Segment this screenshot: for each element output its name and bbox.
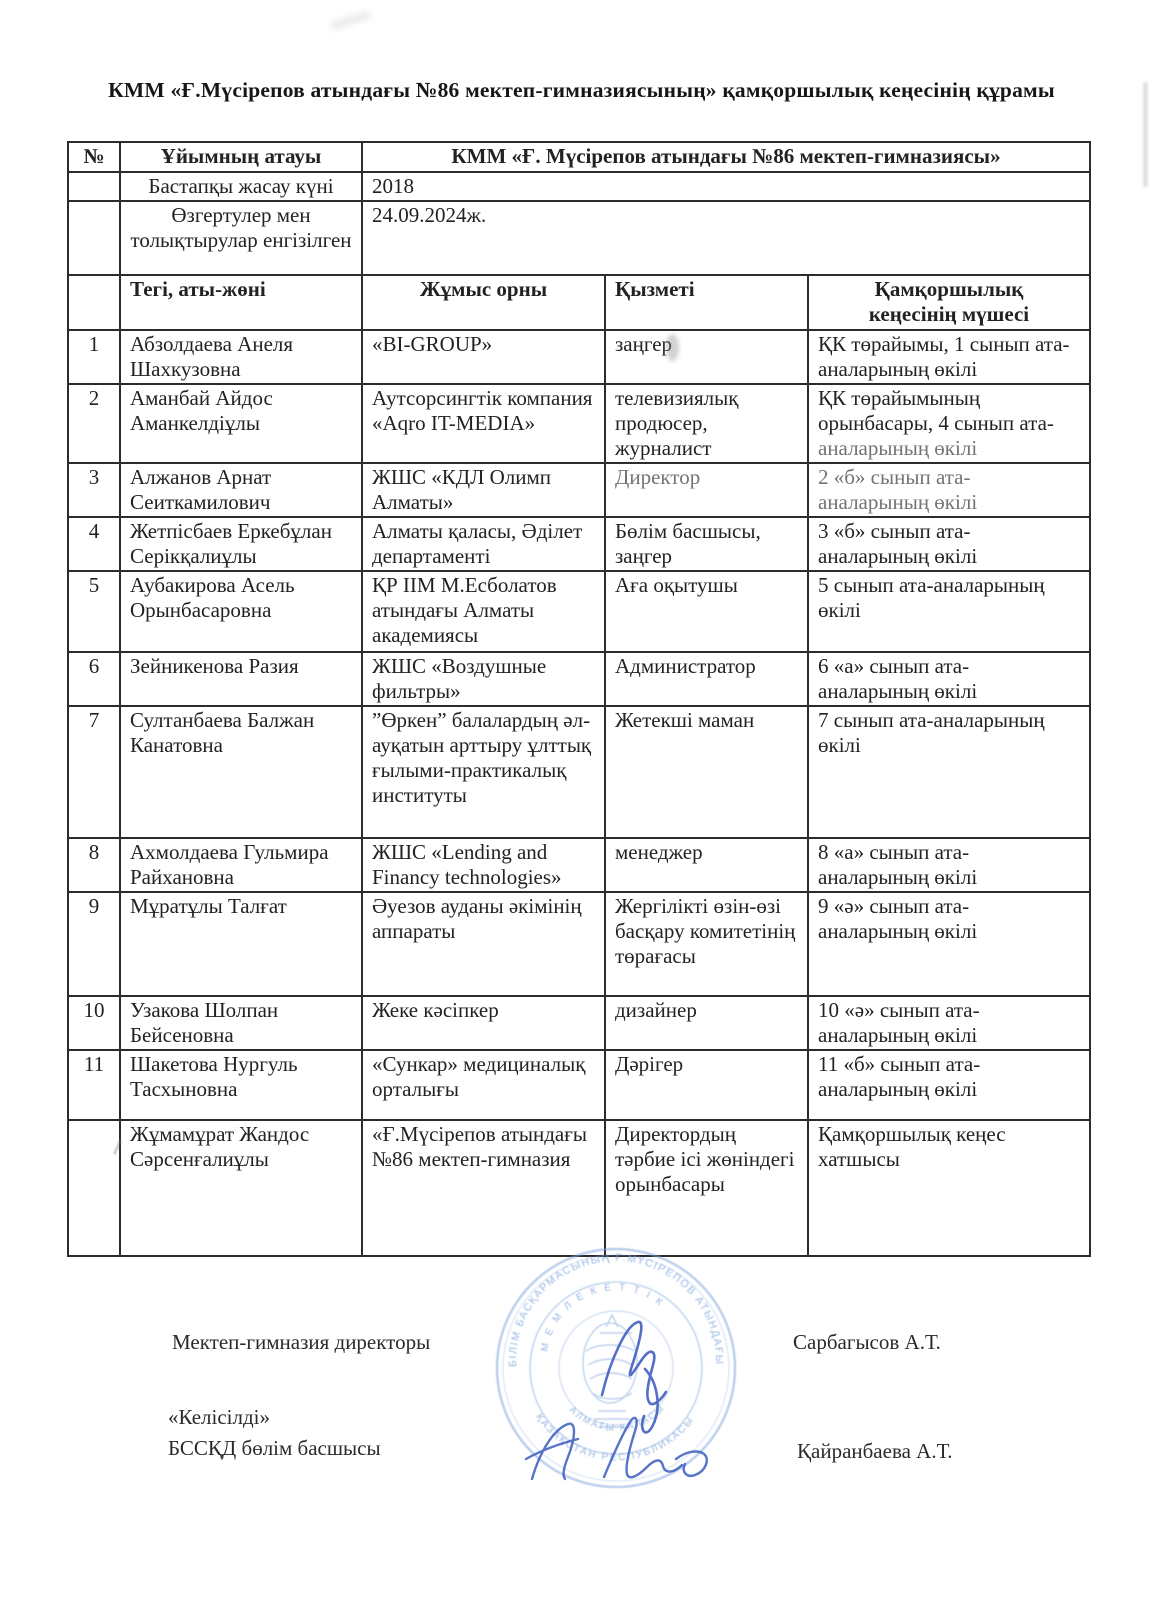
table-row: 6 Зейникенова Разия ЖШС «Воздушные фильтры» Администратор 6 «а» сынып ата-аналарының өкілі [68,652,1090,706]
member-role: 9 «ә» сынып ата-аналарының өкілі [808,892,1090,996]
org-name-label: Ұйымның атауы [120,142,362,172]
table-row-created [68,172,1090,201]
table-row: 9 Мұратұлы Талғат Әуезов ауданы әкімінің аппараты Жергілікті өзін-өзі басқару комитетінің төрағасы 9 «ә» сынып ата-аналарының өкілі [68,892,1090,996]
member-workplace: ЖШС «Воздушные фильтры» [362,652,605,706]
col-header-member: Қамқоршылық кеңесінің мүшесі [808,275,1090,330]
member-name: Жұмамұрат Жандос Сәрсенғалиұлы [120,1120,362,1256]
stamp-inner-text: М Е М Л Е К Е Т Т І К [539,1282,667,1353]
member-position: Директордың тәрбие ісі жөніндегі орынбасары [605,1120,808,1256]
table-row: 3 Алжанов Арнат Сеиткамилович ЖШС «КДЛ Олимп Алматы» Директор 2 «б» сынып ата-аналарының өкілі [68,463,1090,517]
member-position: заңгер [605,330,808,384]
member-position: менеджер [605,838,808,892]
member-name: Султанбаева Балжан Канатовна [120,706,362,838]
member-name: Зейникенова Разия [120,652,362,706]
stamp-inner-bottom-text: АЛМАТЫ ҚАЛАСЫ [566,1402,668,1434]
member-workplace: Аутсорсингтік компания «Aqro IT-MEDIA» [362,384,605,463]
col-header-num: № [68,142,120,172]
member-workplace: ЖШС «Lending and Financy technologies» [362,838,605,892]
member-workplace: «Ғ.Мүсірепов атындағы №86 мектеп-гимназия [362,1120,605,1256]
member-role: ҚК төрайымының орынбасары, 4 сынып ата-аналарының өкілі [808,384,1090,463]
director-title-label: Мектеп-гимназия директоры [172,1330,431,1354]
table-row: 8 Ахмолдаева Гульмира Райхановна ЖШС «Lending and Financy technologies» менеджер 8 «а» сынып ата-аналарының өкілі [68,838,1090,892]
amended-label: Өзгертулер мен толықтырулар енгізілген [120,201,362,275]
svg-text:М Е М Л Е К Е Т Т І К [539,1282,666,1352]
member-position: телевизиялық продюсер, журналист [605,384,808,463]
member-position: Дәрігер [605,1050,808,1120]
trustees-table [67,141,1091,1257]
member-position: Администратор [605,652,808,706]
table-row-amended [68,201,1090,275]
col-header-workplace: Жұмыс орны [362,275,605,330]
department-head-label: БССҚД бөлім басшысы [168,1436,381,1460]
stamp-outer-text: БІЛІМ БАСҚАРМАСЫНЫҢ Ғ.МҮСІРЕПОВ АТЫНДАҒЫ [506,1252,726,1368]
table-row: 7 Султанбаева Балжан Канатовна ”Өркен” балалардың әл-ауқатын арттыру ұлттық ғылыми-практикалық институты Жетекші маман 7 сынып ата-аналарының өкілі [68,706,1090,838]
table-row: 2 Аманбай Айдос Аманкелдіұлы Аутсорсингтік компания «Aqro IT-MEDIA» телевизиялық продюсер, журналист ҚК төрайымының орынбасары, 4 сынып ата-аналарының өкілі [68,384,1090,463]
table-row: 5 Аубакирова Асель Орынбасаровна ҚР ІІМ М.Есболатов атындағы Алматы академиясы Аға оқытушы 5 сынып ата-аналарының өкілі [68,571,1090,652]
director-signature [602,1322,666,1432]
member-role: Қамқоршылық кеңес хатшысы [808,1120,1090,1256]
document-title: КММ «Ғ.Мүсірепов атындағы №86 мектеп-гимназиясының» қамқоршылық кеңесінің құрамы [108,78,1055,102]
member-role: 11 «б» сынып ата-аналарының өкілі [808,1050,1090,1120]
member-name: Абзолдаева Анеля Шахкузовна [120,330,362,384]
member-name: Аманбай Айдос Аманкелдіұлы [120,384,362,463]
member-name: Узакова Шолпан Бейсеновна [120,996,362,1050]
table-row: 1 Абзолдаева Анеля Шахкузовна «BI-GROUP» заңгер ҚК төрайымы, 1 сынып ата-аналарының өкілі [68,330,1090,384]
table-row-secretary [68,1120,1090,1256]
member-workplace: ҚР ІІМ М.Есболатов атындағы Алматы академиясы [362,571,605,652]
member-role: 2 «б» сынып ата-аналарының өкілі [808,463,1090,517]
member-workplace: «BI-GROUP» [362,330,605,384]
table-row: 4 Жетпісбаев Еркебұлан Серікқалиұлы Алматы қаласы, Әділет департаменті Бөлім басшысы, заңгер 3 «б» сынып ата-аналарының өкілі [68,517,1090,571]
member-name: Алжанов Арнат Сеиткамилович [120,463,362,517]
member-role: 7 сынып ата-аналарының өкілі [808,706,1090,838]
member-role: 3 «б» сынып ата-аналарының өкілі [808,517,1090,571]
table-row: 10 Узакова Шолпан Бейсеновна Жеке кәсіпкер дизайнер 10 «ә» сынып ата-аналарының өкілі [68,996,1090,1050]
member-workplace: Әуезов ауданы әкімінің аппараты [362,892,605,996]
official-stamp [480,1243,760,1503]
member-role: 10 «ә» сынып ата-аналарының өкілі [808,996,1090,1050]
member-position: Директор [605,463,808,517]
member-position: Бөлім басшысы, заңгер [605,517,808,571]
member-position: Аға оқытушы [605,571,808,652]
member-role: ҚК төрайымы, 1 сынып ата-аналарының өкілі [808,330,1090,384]
department-head-name: Қайранбаева А.Т. [797,1439,953,1463]
member-position: Жергілікті өзін-өзі басқару комитетінің төрағасы [605,892,808,996]
member-position: Жетекші маман [605,706,808,838]
member-name: Мұратұлы Талғат [120,892,362,996]
member-role: 8 «а» сынып ата-аналарының өкілі [808,838,1090,892]
table-header-row [68,275,1090,330]
member-workplace: «Сункар» медициналық орталығы [362,1050,605,1120]
table-row-org [68,142,1090,172]
member-position: дизайнер [605,996,808,1050]
member-workplace: ”Өркен” балалардың әл-ауқатын арттыру ұлттық ғылыми-практикалық институты [362,706,605,838]
director-name: Сарбагысов А.Т. [793,1330,941,1354]
member-role: 5 сынып ата-аналарының өкілі [808,571,1090,652]
col-header-position: Қызметі [605,275,808,330]
agreed-label: «Келісілді» [168,1405,270,1429]
scan-artifact [330,10,371,31]
created-date-value: 2018 [362,172,1090,201]
member-name: Аубакирова Асель Орынбасаровна [120,571,362,652]
member-name: Шакетова Нургуль Тасхыновна [120,1050,362,1120]
member-name: Ахмолдаева Гульмира Райхановна [120,838,362,892]
member-workplace: Жеке кәсіпкер [362,996,605,1050]
org-name-value: КММ «Ғ. Мүсірепов атындағы №86 мектеп-гимназиясы» [362,142,1090,172]
stamp-outer-bottom-text: ҚАЗАҚСТАН РЕСПУБЛИКАСЫ [533,1411,697,1464]
member-workplace: Алматы қаласы, Әділет департаменті [362,517,605,571]
member-role: 6 «а» сынып ата-аналарының өкілі [808,652,1090,706]
amended-value: 24.09.2024ж. [362,201,1090,275]
table-row: 11 Шакетова Нургуль Тасхыновна «Сункар» медициналық орталығы Дәрігер 11 «б» сынып ата-аналарының өкілі [68,1050,1090,1120]
member-name: Жетпісбаев Еркебұлан Серікқалиұлы [120,517,362,571]
col-header-name: Тегі, аты-жөні [120,275,362,330]
svg-text:АЛМАТЫ ҚАЛАСЫ [567,1402,668,1434]
created-date-label: Бастапқы жасау күні [120,172,362,201]
member-workplace: ЖШС «КДЛ Олимп Алматы» [362,463,605,517]
